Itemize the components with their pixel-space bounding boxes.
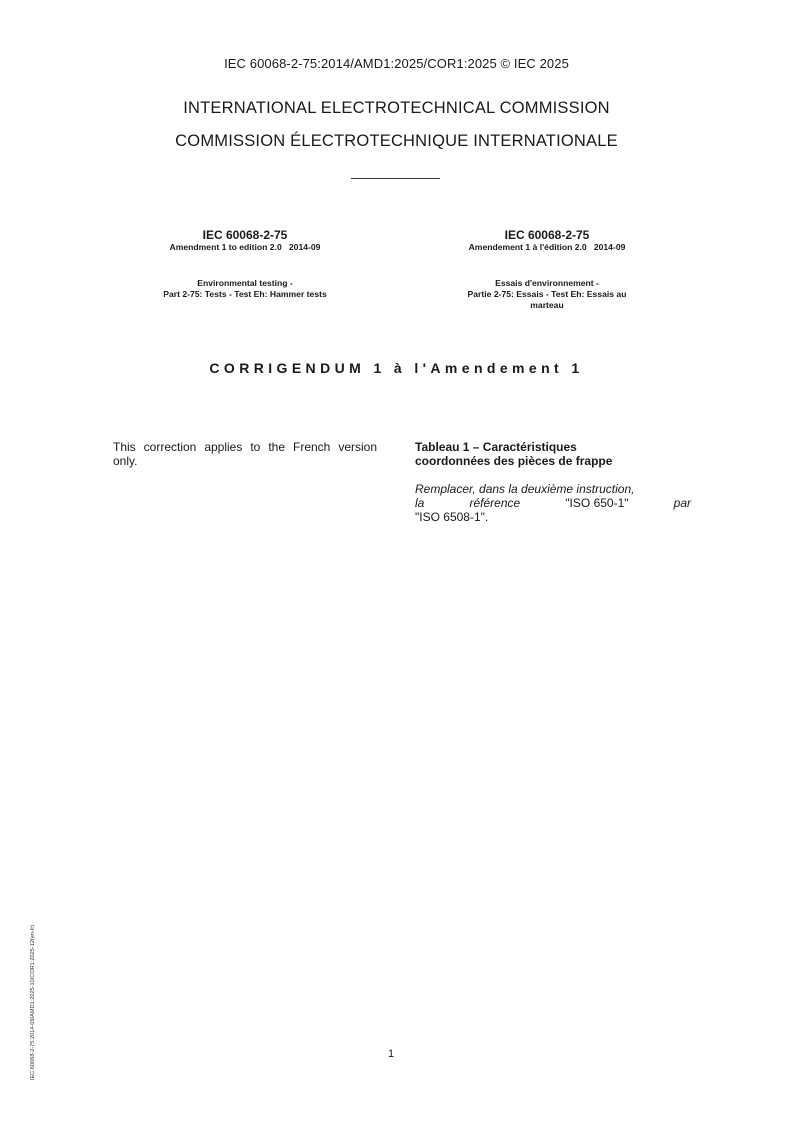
title-line: Partie 2-75: Essais - Test Eh: Essais au xyxy=(467,289,627,299)
new-reference: "ISO 6508-1". xyxy=(415,510,489,524)
page-number: 1 xyxy=(388,1048,395,1060)
corrigendum-title: CORRIGENDUM 1 à l'Amendement 1 xyxy=(209,360,584,376)
title-line: Environmental testing - xyxy=(197,278,293,288)
instruction-line: Remplacer, dans la deuxième instruction, xyxy=(415,482,635,496)
section-title-line: Tableau 1 – Caractéristiques xyxy=(415,440,577,454)
french-standard-block xyxy=(402,229,692,311)
language-applicability-note: This correction applies to the French version only. xyxy=(113,440,377,468)
instruction-word: référence xyxy=(469,496,521,510)
title-line: marteau xyxy=(530,300,564,310)
instruction-line xyxy=(415,496,691,510)
standard-title-en xyxy=(100,278,390,300)
instruction-word: par xyxy=(673,496,691,510)
standard-number-fr: IEC 60068-2-75 xyxy=(504,228,590,242)
correction-instruction xyxy=(415,482,691,524)
correction-content xyxy=(415,440,691,524)
section-title-line: coordonnées des pièces de frappe xyxy=(415,454,613,468)
section-title xyxy=(415,440,691,468)
header-divider xyxy=(351,178,440,179)
standard-title-fr xyxy=(402,278,692,311)
instruction-word: la xyxy=(415,496,425,510)
organization-name-english: INTERNATIONAL ELECTROTECHNICAL COMMISSION xyxy=(183,99,610,117)
standard-number-en: IEC 60068-2-75 xyxy=(202,228,288,242)
organization-name-french: COMMISSION ÉLECTROTECHNIQUE INTERNATIONALE xyxy=(175,132,618,150)
english-standard-block xyxy=(100,229,390,300)
amendment-line-fr: Amendement 1 à l'édition 2.0 2014-09 xyxy=(468,242,626,252)
document-reference-header: IEC 60068-2-75:2014/AMD1:2025/COR1:2025 © IEC 2025 xyxy=(224,56,569,71)
amendment-line-en: Amendment 1 to edition 2.0 2014-09 xyxy=(169,242,321,252)
old-reference: "ISO 650-1" xyxy=(565,496,629,510)
title-line: Part 2-75: Tests - Test Eh: Hammer tests xyxy=(163,289,327,299)
title-line: Essais d'environnement - xyxy=(495,278,599,288)
vertical-document-reference: IEC 60068-2-75:2014-09/AMD1:2025-10/COR1:2025-12(en-fr) xyxy=(30,924,36,1080)
